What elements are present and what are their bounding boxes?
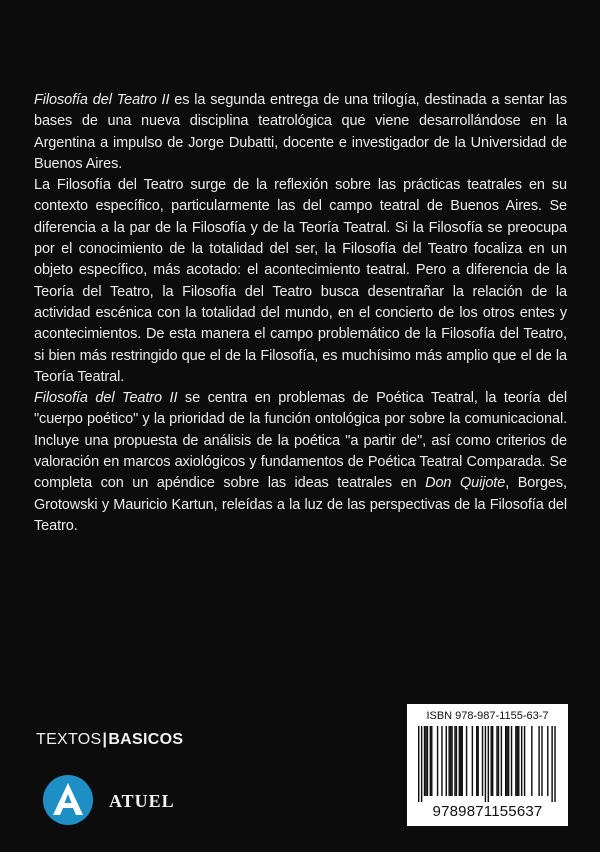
barcode-bar: [418, 726, 419, 802]
quijote-title: Don Quijote: [425, 475, 506, 492]
barcode-bar: [472, 726, 473, 796]
barcode-bar: [511, 726, 512, 796]
barcode-bar: [524, 726, 525, 796]
barcode-bar: [551, 726, 552, 802]
isbn-barcode: [407, 704, 568, 826]
barcode-bar: [498, 726, 499, 796]
barcode-bar: [441, 726, 442, 796]
barcode-bar: [448, 726, 449, 796]
barcode-bar: [477, 726, 478, 796]
barcode-bar: [460, 726, 461, 796]
barcode-bar: [501, 726, 502, 796]
barcode-bar: [492, 726, 493, 796]
barcode-bar: [430, 726, 431, 796]
series-name: TEXTOS|BASICOS: [36, 731, 184, 748]
barcode-bar: [466, 726, 467, 796]
barcode-bars: [415, 726, 560, 802]
barcode-bar: [451, 726, 452, 796]
barcode-bar: [437, 726, 438, 796]
ean-digits: 9789871155637: [432, 803, 543, 820]
barcode-bar: [538, 726, 539, 796]
barcode-bar: [431, 726, 432, 796]
barcode-bar: [554, 726, 555, 802]
barcode-bar: [488, 726, 489, 802]
book-title: Filosofía del Teatro II: [34, 92, 170, 108]
barcode-bar: [485, 726, 486, 802]
barcode-bar: [427, 726, 428, 796]
barcode-bar: [541, 726, 542, 796]
blurb-paragraph-1: Filosofía del Teatro II es la segunda entrega de una trilogía, destinada a sentar las bases de una nueva disciplina teatrológica que viene desarrollándose en la Argentina a impulso de Jorge Dubatti, docente e investigador de la Universidad de Buenos Aires.: [34, 92, 567, 172]
back-cover-blurb: [34, 90, 567, 537]
barcode-bar: [521, 726, 522, 796]
barcode-bar: [508, 726, 509, 796]
barcode-bar: [425, 726, 426, 796]
barcode-bar: [462, 726, 463, 796]
isbn-label: ISBN 978-987-1155-63-7: [426, 710, 549, 722]
barcode-bar: [531, 726, 532, 796]
blurb-paragraph-2: La Filosofía del Teatro surge de la reflexión sobre las prácticas teatrales en su contexto específico, particularmente las del campo teatral de Buenos Aires. Se diferencia a la par de la Filosofía y de la Teoría Teatral. Si la Filosofía se preocupa por el conocimiento de la totalidad del ser, la Filosofía del Teatro focaliza en un objeto específico, más acotado: el acontecimiento teatral. Pero a diferencia de la Teoría del Teatro, la Filosofía del Teatro busca desentrañar la relación de la actividad escénica con la totalidad del mundo, en el concierto de los otros entes y acontecimientos. De esta manera el campo problemático de la Filosofía del Teatro, si bien más restringido que el de la Filosofía, es muchísimo más amplio que el de la Teoría Teatral.: [34, 177, 567, 385]
barcode-bar: [421, 726, 422, 802]
barcode-bar: [459, 726, 460, 796]
barcode-bar: [450, 726, 451, 796]
barcode-bar: [454, 726, 455, 796]
barcode-bar: [505, 726, 506, 796]
barcode-bar: [496, 726, 497, 796]
book-title: Filosofía del Teatro II: [34, 390, 178, 407]
barcode-bar: [518, 726, 519, 796]
barcode-bar: [424, 726, 425, 796]
atuel-a-logo-icon: [42, 774, 94, 826]
barcode-bar: [456, 726, 457, 796]
barcode-bar: [476, 726, 477, 796]
barcode-bar: [517, 726, 518, 796]
barcode-bar: [446, 726, 447, 796]
barcode-bar: [547, 726, 548, 796]
barcode-bar: [515, 726, 516, 796]
publisher-name: ATUEL: [109, 791, 175, 811]
barcode-bar: [491, 726, 492, 796]
barcode-bar: [482, 726, 483, 796]
barcode-bar: [506, 726, 507, 796]
blurb-paragraph-3: Filosofía del Teatro II se centra en problemas de Poética Teatral, la teoría del "cuerpo poético" y la prioridad de la función ontológica por sobre la comunicacional. Incluye una propuesta de análisis de la poética "a partir de", así como criterios de valoración en marcos axiológicos y fundamentos de Poética Teatral Comparada. Se completa con un apéndice sobre las ideas teatrales en Don Quijote, Borges, Grotowski y Mauricio Kartun, releídas a la luz de las perspectivas de la Filosofía del Teatro.: [34, 390, 567, 534]
